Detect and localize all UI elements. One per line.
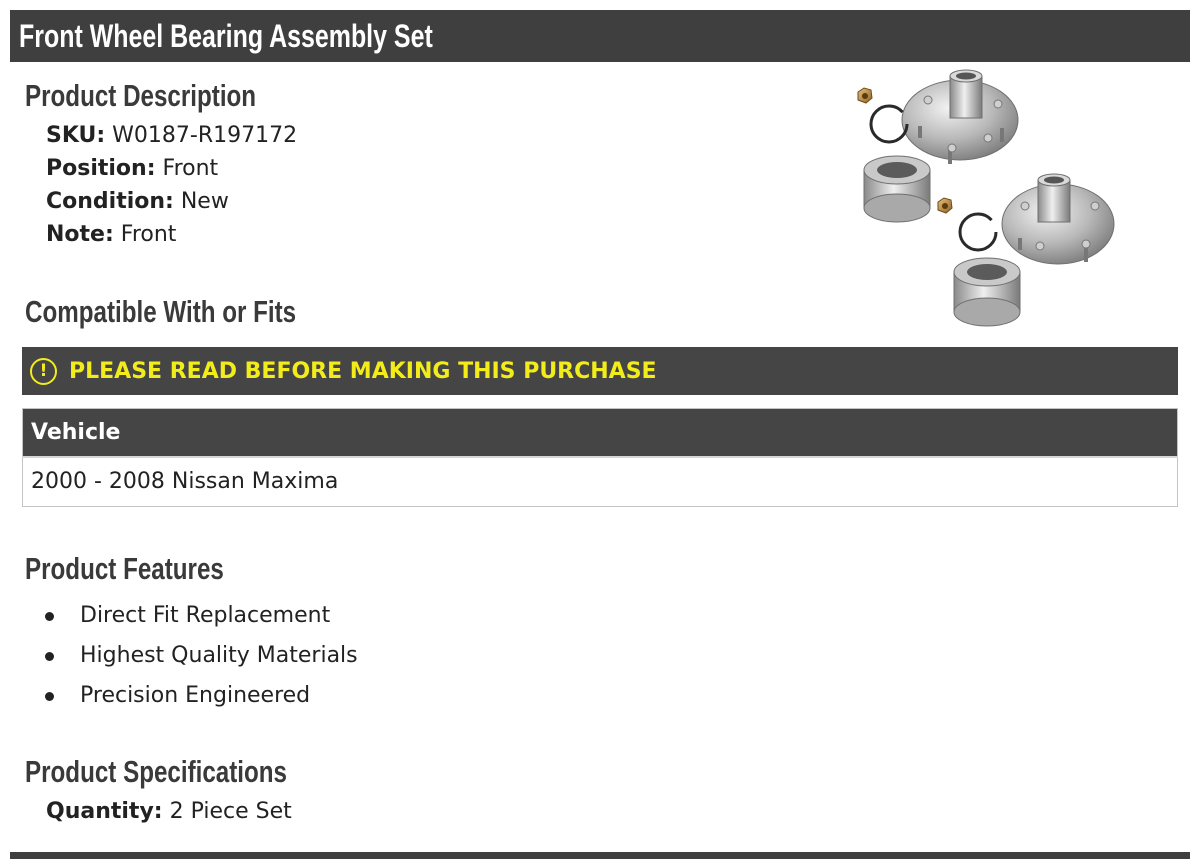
page-title: Front Wheel Bearing Assembly Set	[19, 18, 433, 54]
spec-label: Quantity:	[46, 799, 163, 824]
alert-circle-icon: !	[30, 358, 57, 385]
spec-row-note	[46, 220, 176, 250]
list-item	[0, 598, 358, 638]
spec-row-position	[46, 154, 218, 184]
spec-label: Position:	[46, 156, 156, 181]
bullet-icon	[45, 692, 54, 701]
spec-row-condition	[46, 187, 229, 217]
bullet-icon	[45, 612, 54, 621]
feature-text: Direct Fit Replacement	[80, 603, 331, 628]
product-features-heading: Product Features	[25, 551, 224, 586]
feature-text: Highest Quality Materials	[80, 643, 358, 668]
list-item	[0, 678, 358, 718]
page-title-bar	[10, 10, 1190, 62]
purchase-notice-text: PLEASE READ BEFORE MAKING THIS PURCHASE	[69, 358, 657, 384]
product-specifications-heading: Product Specifications	[25, 754, 288, 789]
table-header-row	[23, 409, 1178, 457]
spec-label: Condition:	[46, 189, 174, 214]
product-description-heading: Product Description	[25, 78, 257, 113]
wheel-hub-bearing-set-image	[840, 62, 1130, 337]
vehicle-column-header: Vehicle	[23, 409, 1178, 457]
purchase-notice-bar	[22, 347, 1178, 395]
table-row	[23, 457, 1178, 507]
spec-value: New	[180, 189, 229, 214]
vehicle-table	[22, 408, 1178, 507]
list-item	[0, 638, 358, 678]
feature-text: Precision Engineered	[80, 683, 311, 708]
bullet-icon	[45, 652, 54, 661]
vehicle-cell: 2000 - 2008 Nissan Maxima	[23, 457, 1178, 507]
spec-value: Front	[120, 222, 177, 247]
spec-value: W0187-R197172	[112, 123, 298, 148]
spec-value: Front	[162, 156, 219, 181]
spec-label: Note:	[46, 222, 114, 247]
bottom-divider	[10, 852, 1190, 859]
spec-row-quantity	[46, 797, 292, 827]
features-list	[0, 598, 358, 718]
spec-label: SKU:	[46, 123, 106, 148]
spec-row-sku	[46, 121, 297, 151]
spec-value: 2 Piece Set	[169, 799, 292, 824]
compatibility-heading: Compatible With or Fits	[25, 294, 297, 329]
